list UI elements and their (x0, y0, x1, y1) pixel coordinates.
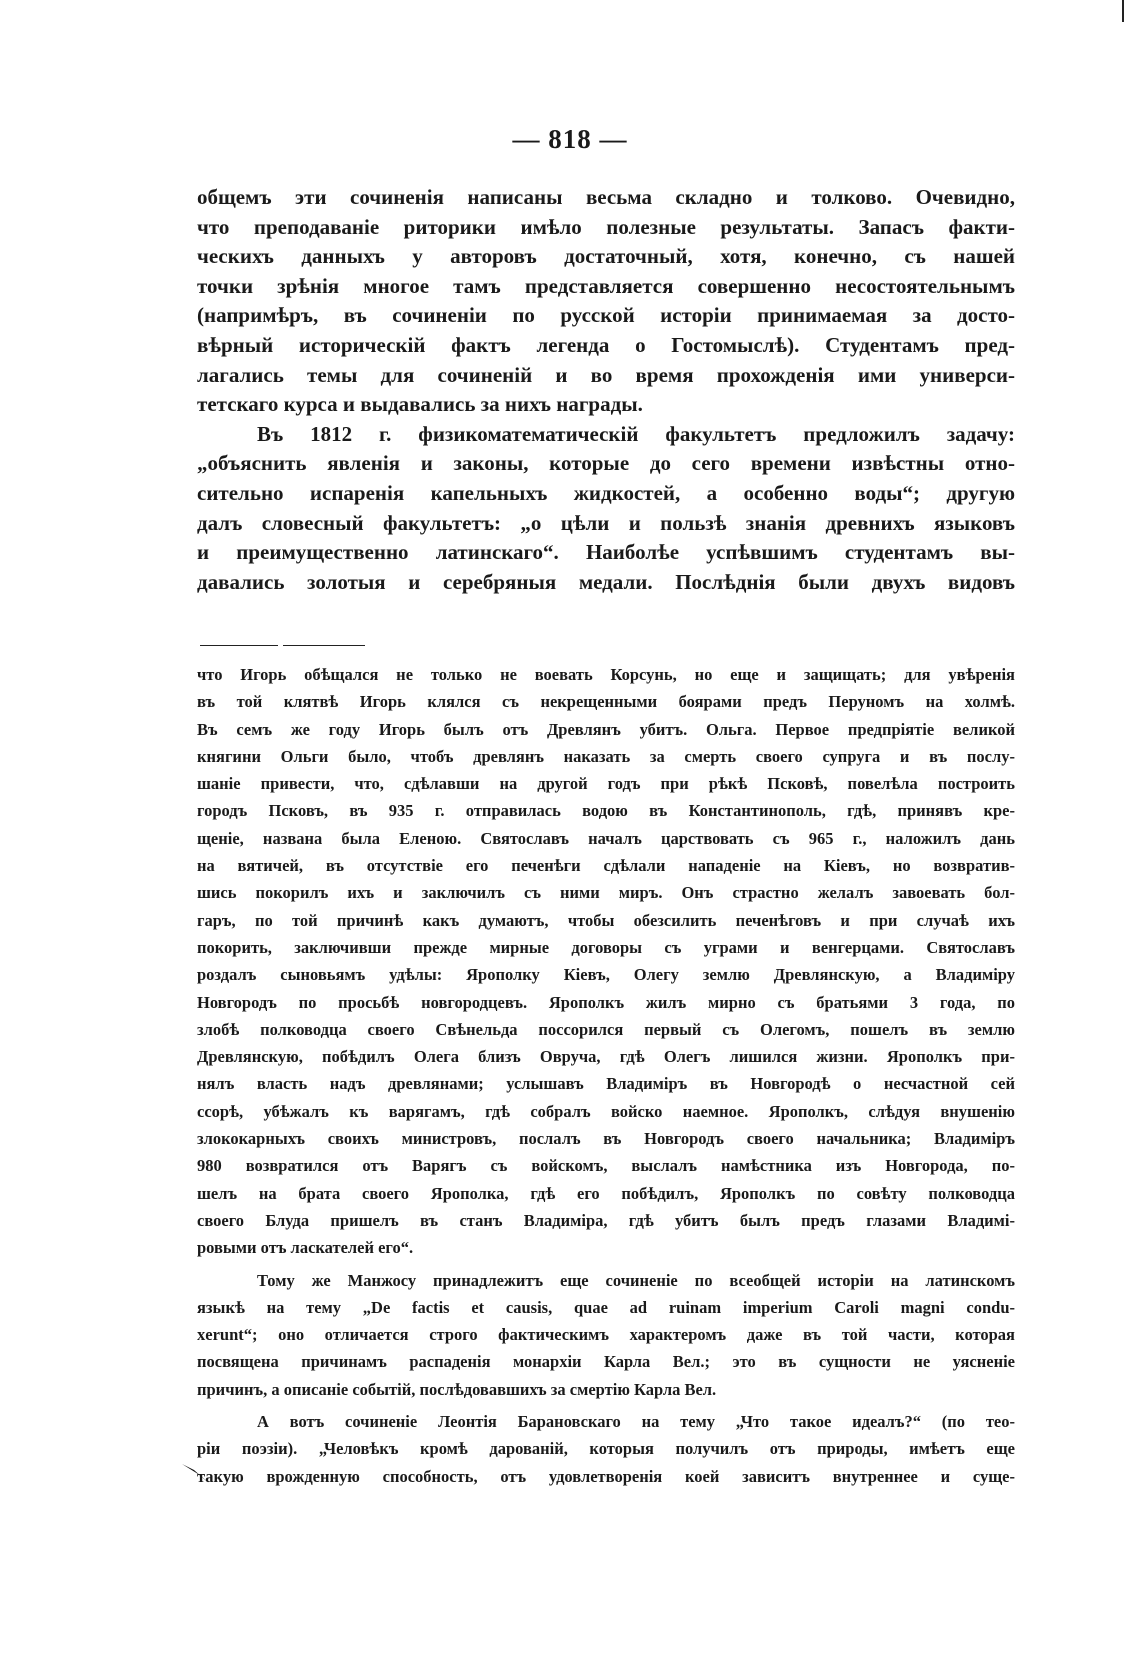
text-line: и преимущественно латинскаго“. Наиболѣе успѣвшимъ студентамъ вы- (197, 540, 1015, 565)
footnote-line: ссорѣ, убѣжалъ къ варягамъ, гдѣ собралъ войско наемное. Ярополкъ, слѣдуя внушенію (197, 1101, 1015, 1121)
text-line: вѣрный историческій фактъ легенда о Гостомыслѣ). Студентамъ пред- (197, 332, 1015, 357)
footnote-line: xerunt“; оно отличается строго фактическимъ характеромъ даже въ той части, которая (197, 1325, 1015, 1345)
text-line: что преподаваніе риторики имѣло полезные результаты. Запасъ факти- (197, 214, 1015, 239)
footnote-line: причинъ, а описаніе событій, послѣдовавшихъ за смертію Карла Вел. (197, 1379, 717, 1399)
footnote-line: злококарныхъ своихъ министровъ, послалъ въ Новгородъ своего начальника; Владиміръ (197, 1129, 1015, 1149)
footnote-line: А вотъ сочиненіе Леонтія Барановскаго на тему „Что такое идеалъ?“ (по тео- (257, 1412, 1015, 1432)
pen-stroke-mark (180, 1460, 220, 1490)
footnote-line: покорить, заключивши прежде мирные договоры съ уграми и венгерцами. Святославъ (197, 937, 1015, 957)
main-text (197, 183, 1015, 597)
footnote-line: роздалъ сыновьямъ удѣлы: Ярополку Кіевъ, Олегу землю Древлянскую, а Владиміру (197, 965, 1015, 985)
text-line: давались золотыя и серебряныя медали. Послѣднія были двухъ видовъ (197, 569, 1015, 594)
footnote-line: шись покорилъ ихъ и заключилъ съ ними миръ. Онъ страстно желалъ завоевать бол- (197, 883, 1015, 903)
footnote-line: своего Блуда пришелъ въ станъ Владиміра, гдѣ убитъ былъ предъ глазами Владимі- (197, 1210, 1015, 1230)
footnote-line: Новгородъ по просьбѣ новгородцевъ. Ярополкъ жилъ мирно съ братьями 3 года, по (197, 992, 1015, 1012)
footnote-line: Древлянскую, побѣдилъ Олега близъ Овруча, гдѣ Олегъ лишился жизни. Ярополкъ при- (197, 1047, 1015, 1067)
footnote-line: княгини Ольги было, чтобъ древлянъ наказать за смерть своего супруга и въ послу- (197, 746, 1015, 766)
page-number: — 818 — (512, 124, 628, 154)
footnote-line: такую врожденную способность, отъ удовлетворенія коей зависитъ внутреннее и суще- (197, 1466, 1015, 1486)
footnote-line: Въ семъ же году Игорь былъ отъ Древлянъ убитъ. Ольга. Первое предпріятіе великой (197, 719, 1015, 739)
footnote-line: Тому же Манжосу принадлежитъ еще сочиненіе по всеобщей исторіи на латинскомъ (257, 1270, 1015, 1290)
footnote-line: злобѣ полководца своего Свѣнельда поссорился первый съ Олегомъ, пошелъ въ землю (197, 1019, 1015, 1039)
footnote-line: городъ Псковъ, въ 935 г. отправилась водою въ Константинополь, гдѣ, принявъ кре- (197, 801, 1015, 821)
text-line: Въ 1812 г. физикоматематическій факультетъ предложилъ задачу: (257, 421, 1015, 446)
text-line: „объяснить явленія и законы, которые до сего времени извѣстны отно- (197, 451, 1015, 476)
footnote-line: шелъ на брата своего Ярополка, гдѣ его побѣдилъ, Ярополкъ по совѣту полководца (197, 1183, 1015, 1203)
footnote-line: что Игорь обѣщался не только не воевать Корсунь, но еще и защищать; для увѣренія (197, 665, 1015, 684)
footnote-line: на вятичей, въ отсутствіе его печенѣги сдѣлали нападеніе на Кіевъ, но возвратив- (197, 856, 1015, 876)
footnote-line: 980 возвратился отъ Варягъ съ войскомъ, выслалъ намѣстника изъ Новгорода, по- (197, 1156, 1015, 1176)
text-line: общемъ эти сочиненія написаны весьма складно и толково. Очевидно, (197, 185, 1015, 209)
text-line: тетскаго курса и выдавались за нихъ награды. (197, 392, 643, 417)
footnote-line: языкѣ на тему „De factis et causis, quae ad ruinam imperium Caroli magni condu- (197, 1297, 1015, 1317)
footnote-line: въ той клятвѣ Игорь клялся съ некрещенными боярами предъ Перуномъ на холмѣ. (197, 692, 1015, 712)
footnote-divider (200, 645, 365, 646)
text-line: лагались темы для сочиненій и во время прохожденія ими универси- (197, 362, 1015, 387)
footnote-line: щеніе, названа была Еленою. Святославъ началъ царствовать съ 965 г., наложилъ дань (197, 828, 1015, 848)
footnote-line: шаніе привести, что, сдѣлавши на другой годъ при рѣкѣ Псковѣ, повелѣла построить (197, 774, 1015, 794)
text-line: далъ словесный факультетъ: „о цѣли и пользѣ знанія древнихъ языковъ (197, 510, 1015, 535)
footnote-line: гаръ, по той причинѣ какъ думаютъ, чтобы обезсилить печенѣговъ и при случаѣ ихъ (197, 910, 1015, 930)
footnote (197, 661, 1015, 1490)
footnote-line: ріи поэзіи). „Человѣкъ кромѣ дарованій, которыя получилъ отъ природы, имѣетъ еще (197, 1439, 1015, 1459)
scan-edge-mark (1122, 0, 1124, 22)
footnote-line: ровыми отъ ласкателей его“. (197, 1238, 414, 1258)
text-line: (напримѣръ, въ сочиненіи по русской исторіи принимаемая за досто- (197, 303, 1015, 328)
text-line: сительно испаренія капельныхъ жидкостей, а особенно воды“; другую (197, 480, 1015, 505)
text-line: точки зрѣнія многое тамъ представляется совершенно несостоятельнымъ (197, 273, 1015, 298)
text-line: ческихъ данныхъ у авторовъ достаточный, хотя, конечно, съ нашей (197, 244, 1015, 269)
footnote-line: нялъ власть надъ древлянами; услышавъ Владиміръ въ Новгородѣ о несчастной сей (197, 1074, 1015, 1094)
footnote-line: посвящена причинамъ распаденія монархіи Карла Вел.; это въ сущности не уясненіе (197, 1352, 1015, 1372)
